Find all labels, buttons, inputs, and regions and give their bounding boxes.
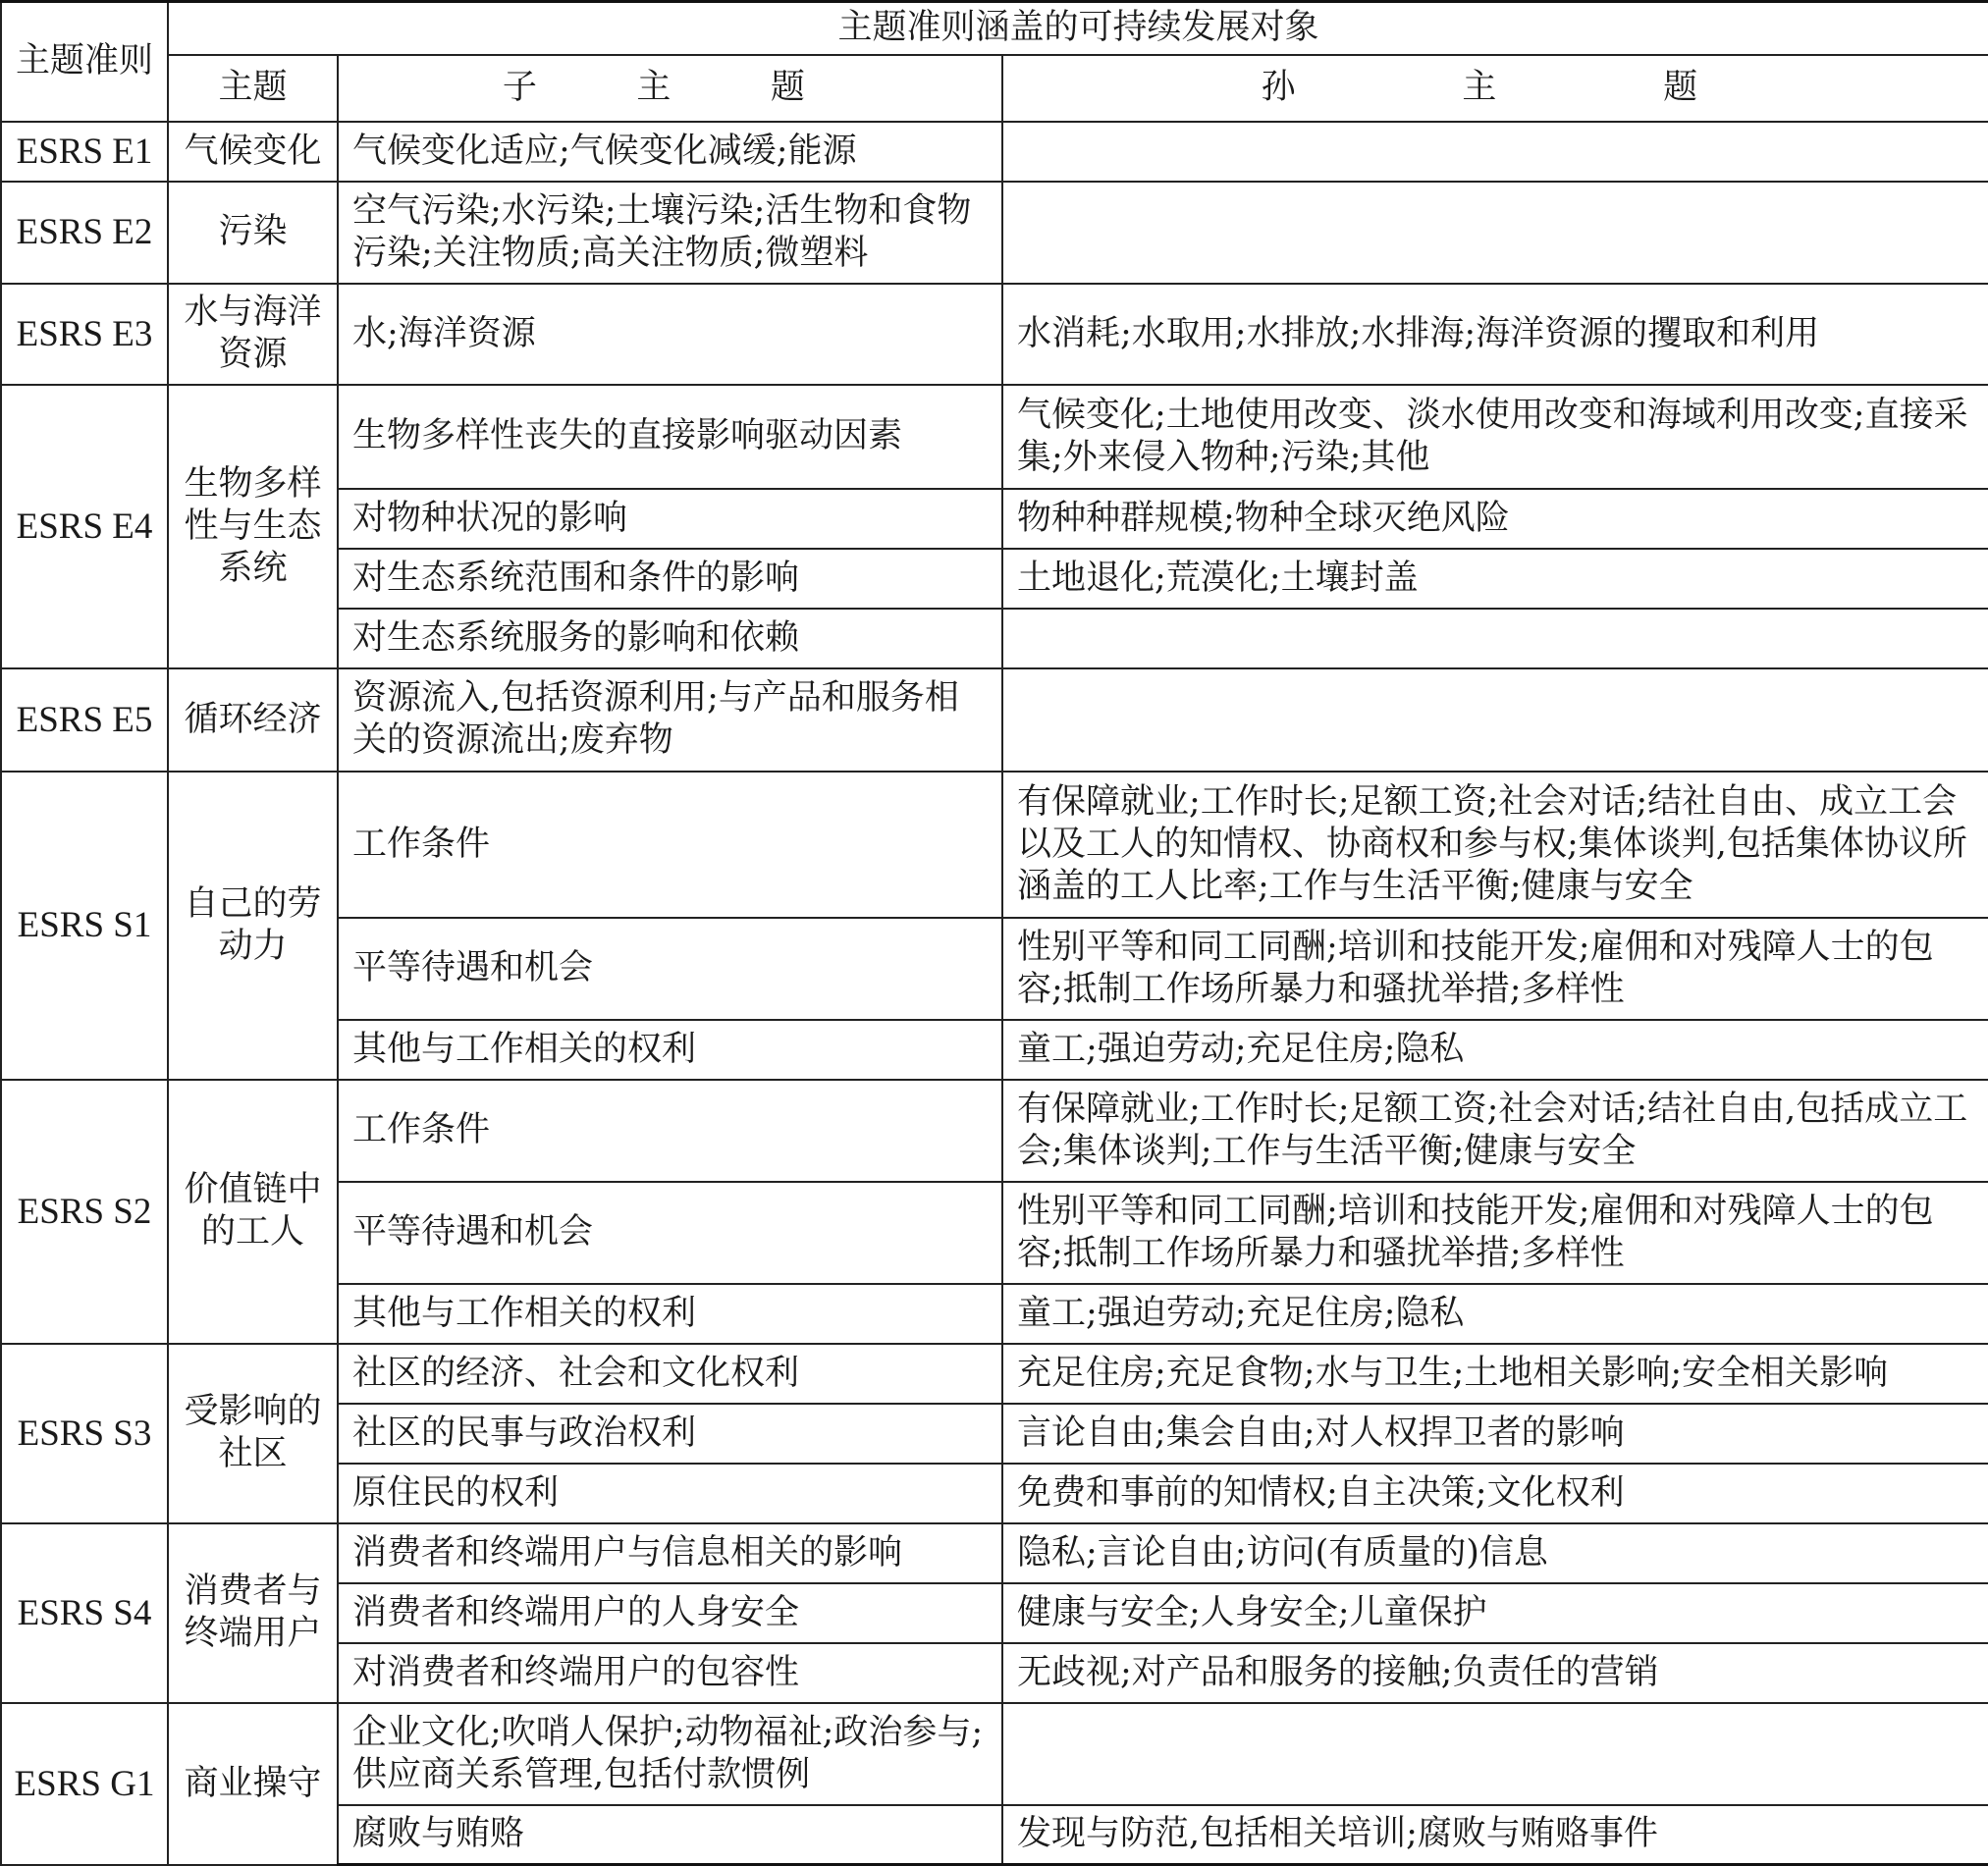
standard-code: ESRS E3	[1, 284, 168, 385]
header-row-1	[1, 2, 1988, 55]
topic-cell: 生物多样性与生态系统	[168, 385, 338, 668]
header-row-2	[1, 55, 1988, 122]
subtopic-cell: 水;海洋资源	[338, 284, 1002, 385]
subtopic-cell: 对消费者和终端用户的包容性	[338, 1643, 1002, 1703]
topic-cell: 消费者与终端用户	[168, 1523, 338, 1703]
standard-code: ESRS E2	[1, 182, 168, 284]
subsubtopic-cell: 有保障就业;工作时长;足额工资;社会对话;结社自由,包括成立工会;集体谈判;工作与生活平衡;健康与安全	[1002, 1080, 1988, 1182]
table-row	[1, 1703, 1988, 1805]
subsubtopic-cell: 童工;强迫劳动;充足住房;隐私	[1002, 1284, 1988, 1344]
standard-code: ESRS S3	[1, 1344, 168, 1523]
topic-cell: 水与海洋资源	[168, 284, 338, 385]
topic-cell: 循环经济	[168, 668, 338, 772]
subtopic-cell: 平等待遇和机会	[338, 918, 1002, 1020]
subsubtopic-cell: 性别平等和同工同酬;培训和技能开发;雇佣和对残障人士的包容;抵制工作场所暴力和骚扰举措;多样性	[1002, 1182, 1988, 1284]
topic-cell: 价值链中的工人	[168, 1080, 338, 1344]
subsubtopic-cell: 水消耗;水取用;水排放;水排海;海洋资源的攫取和利用	[1002, 284, 1988, 385]
subtopic-cell: 社区的民事与政治权利	[338, 1404, 1002, 1464]
subsubtopic-cell: 气候变化;土地使用改变、淡水使用改变和海域利用改变;直接采集;外来侵入物种;污染;其他	[1002, 385, 1988, 489]
subtopic-cell: 消费者和终端用户与信息相关的影响	[338, 1523, 1002, 1583]
subtopic-cell: 生物多样性丧失的直接影响驱动因素	[338, 385, 1002, 489]
subsubtopic-cell: 有保障就业;工作时长;足额工资;社会对话;结社自由、成立工会以及工人的知情权、协商权和参与权;集体谈判,包括集体协议所涵盖的工人比率;工作与生活平衡;健康与安全	[1002, 772, 1988, 918]
table-row	[1, 1344, 1988, 1404]
header-subtopic: 子 主 题	[338, 55, 1002, 122]
subtopic-cell: 对生态系统服务的影响和依赖	[338, 609, 1002, 668]
subsubtopic-cell: 物种种群规模;物种全球灭绝风险	[1002, 489, 1988, 549]
subsubtopic-cell: 健康与安全;人身安全;儿童保护	[1002, 1583, 1988, 1643]
subtopic-cell: 资源流入,包括资源利用;与产品和服务相关的资源流出;废弃物	[338, 668, 1002, 772]
subsubtopic-cell: 充足住房;充足食物;水与卫生;土地相关影响;安全相关影响	[1002, 1344, 1988, 1404]
subsubtopic-cell: 性别平等和同工同酬;培训和技能开发;雇佣和对残障人士的包容;抵制工作场所暴力和骚扰举措;多样性	[1002, 918, 1988, 1020]
subtopic-cell: 平等待遇和机会	[338, 1182, 1002, 1284]
subtopic-cell: 社区的经济、社会和文化权利	[338, 1344, 1002, 1404]
subtopic-cell: 气候变化适应;气候变化减缓;能源	[338, 122, 1002, 182]
subsubtopic-cell	[1002, 1703, 1988, 1805]
subsubtopic-cell	[1002, 122, 1988, 182]
subtopic-cell: 消费者和终端用户的人身安全	[338, 1583, 1002, 1643]
standard-code: ESRS G1	[1, 1703, 168, 1865]
subtopic-cell: 其他与工作相关的权利	[338, 1284, 1002, 1344]
standard-code: ESRS E4	[1, 385, 168, 668]
standard-code: ESRS S4	[1, 1523, 168, 1703]
standard-code: ESRS E1	[1, 122, 168, 182]
subsubtopic-cell	[1002, 609, 1988, 668]
subsubtopic-cell: 土地退化;荒漠化;土壤封盖	[1002, 549, 1988, 609]
standard-code: ESRS S2	[1, 1080, 168, 1344]
subtopic-cell: 其他与工作相关的权利	[338, 1020, 1002, 1080]
subsubtopic-cell: 无歧视;对产品和服务的接触;负责任的营销	[1002, 1643, 1988, 1703]
subsubtopic-cell: 发现与防范,包括相关培训;腐败与贿赂事件	[1002, 1805, 1988, 1865]
table-row	[1, 284, 1988, 385]
subtopic-cell: 腐败与贿赂	[338, 1805, 1002, 1865]
header-subsubtopic: 孙 主 题	[1002, 55, 1988, 122]
table-row	[1, 1080, 1988, 1182]
table-row	[1, 772, 1988, 918]
subtopic-cell: 空气污染;水污染;土壤污染;活生物和食物污染;关注物质;高关注物质;微塑料	[338, 182, 1002, 284]
subsubtopic-cell	[1002, 182, 1988, 284]
table-row	[1, 182, 1988, 284]
header-topic: 主题	[168, 55, 338, 122]
subtopic-cell: 对生态系统范围和条件的影响	[338, 549, 1002, 609]
header-standard: 主题准则	[1, 2, 168, 122]
table-row	[1, 1523, 1988, 1583]
topic-cell: 商业操守	[168, 1703, 338, 1865]
header-span: 主题准则涵盖的可持续发展对象	[168, 2, 1988, 55]
topic-cell: 受影响的社区	[168, 1344, 338, 1523]
topic-cell: 污染	[168, 182, 338, 284]
subtopic-cell: 工作条件	[338, 772, 1002, 918]
subtopic-cell: 原住民的权利	[338, 1464, 1002, 1523]
subtopic-cell: 工作条件	[338, 1080, 1002, 1182]
table-row	[1, 122, 1988, 182]
topic-cell: 气候变化	[168, 122, 338, 182]
subsubtopic-cell: 童工;强迫劳动;充足住房;隐私	[1002, 1020, 1988, 1080]
standard-code: ESRS E5	[1, 668, 168, 772]
subsubtopic-cell: 隐私;言论自由;访问(有质量的)信息	[1002, 1523, 1988, 1583]
standard-code: ESRS S1	[1, 772, 168, 1080]
subtopic-cell: 对物种状况的影响	[338, 489, 1002, 549]
subtopic-cell: 企业文化;吹哨人保护;动物福祉;政治参与;供应商关系管理,包括付款惯例	[338, 1703, 1002, 1805]
table-row	[1, 385, 1988, 489]
subsubtopic-cell	[1002, 668, 1988, 772]
subsubtopic-cell: 言论自由;集会自由;对人权捍卫者的影响	[1002, 1404, 1988, 1464]
subsubtopic-cell: 免费和事前的知情权;自主决策;文化权利	[1002, 1464, 1988, 1523]
table-row	[1, 668, 1988, 772]
topic-cell: 自己的劳动力	[168, 772, 338, 1080]
